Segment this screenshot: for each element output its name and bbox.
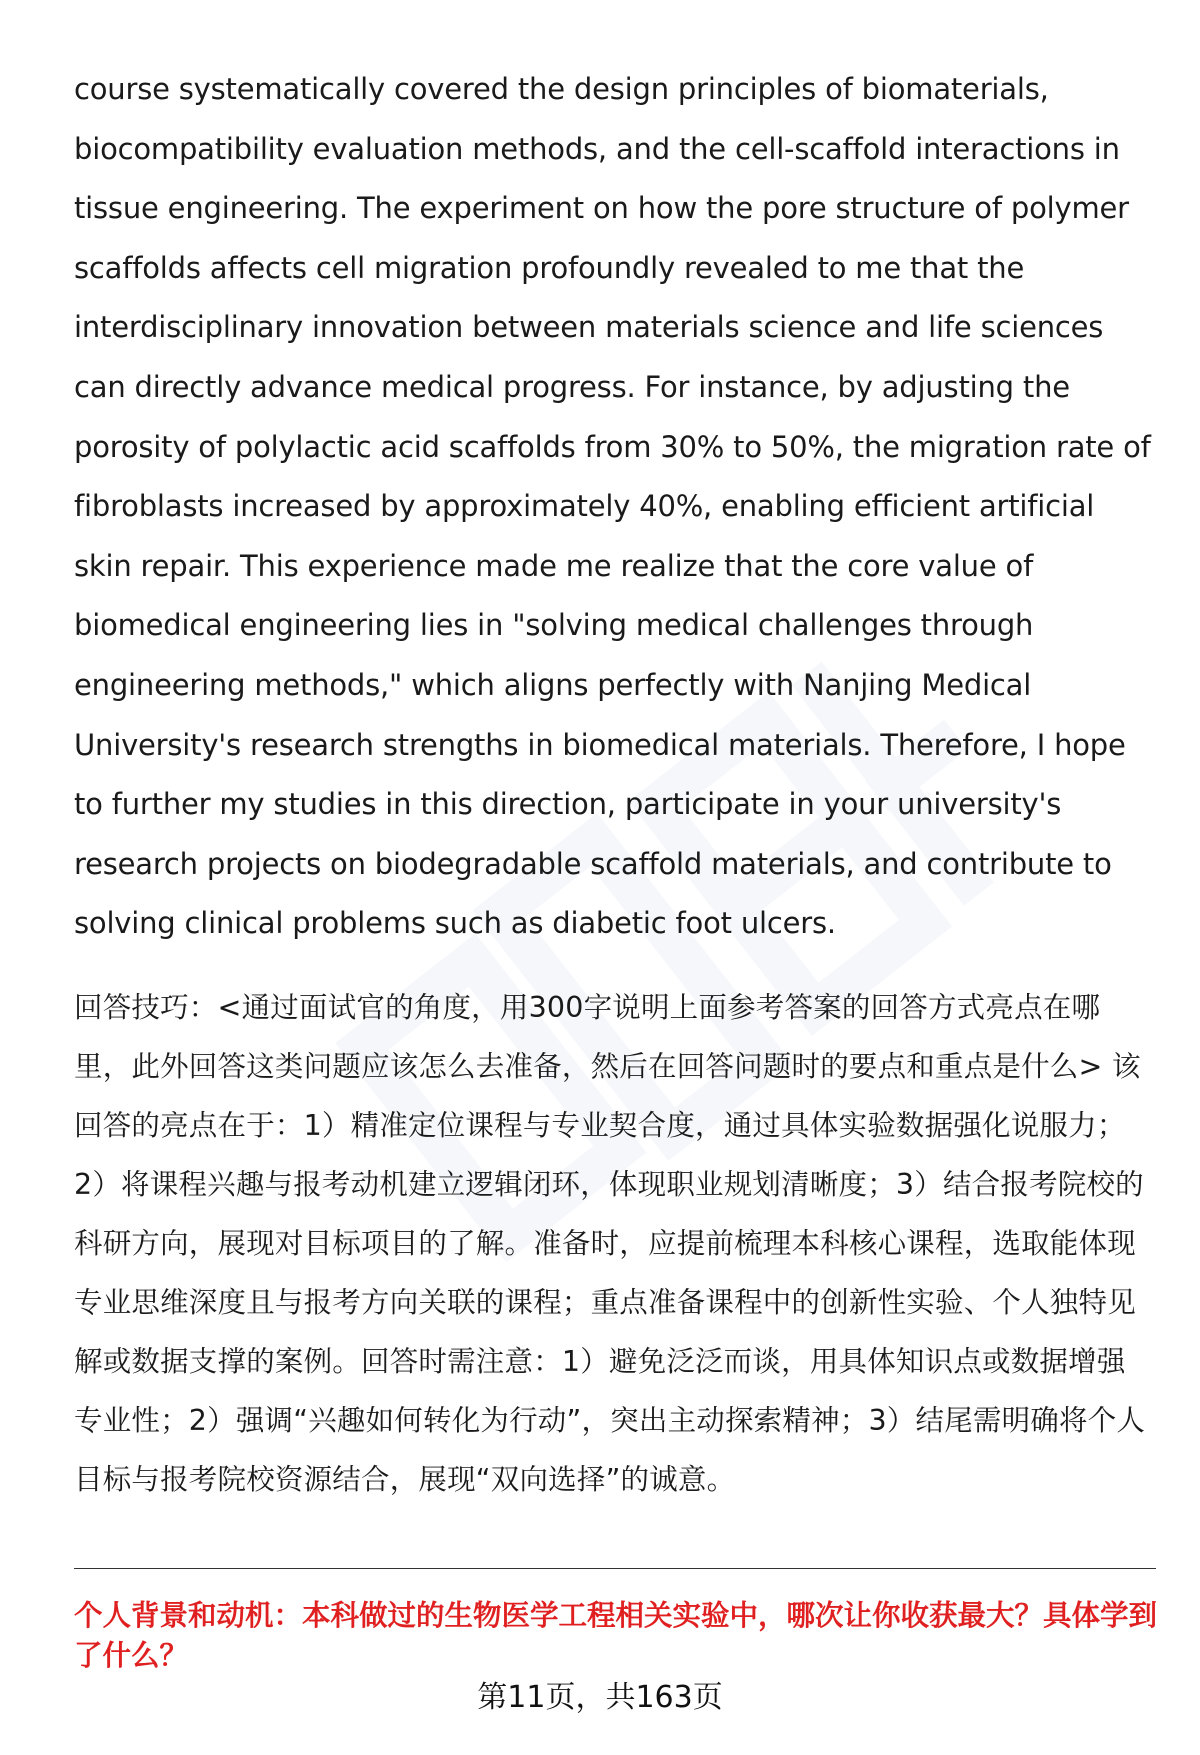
document-body	[74, 60, 1154, 1509]
page-number: 第11页，共163页	[477, 1680, 723, 1715]
answer-tips-paragraph: 回答技巧：<通过面试官的角度，用300字说明上面参考答案的回答方式亮点在哪里，此外回答这类问题应该怎么去准备，然后在回答问题时的要点和重点是什么> 该回答的亮点在于：1）精准定位课程与专业契合度，通过具体实验数据强化说服力；2）将课程兴趣与报考动机建立逻辑闭环，体现职业规划清晰度；3）结合报考院校的科研方向，展现对目标项目的了解。准备时，应提前梳理本科核心课程，选取能体现专业思维深度且与报考方向关联的课程；重点准备课程中的创新性实验、个人独特见解或数据支撑的案例。回答时需注意：1）避免泛泛而谈，用具体知识点或数据增强专业性；2）强调“兴趣如何转化为行动”，突出主动探索精神；3）结尾需明确将个人目标与报考院校资源结合，展现“双向选择”的诚意。	[74, 990, 1146, 1496]
english-answer-paragraph: course systematically covered the design principles of biomaterials, biocompatibility evaluation methods, and the cell-scaffold interactions in tissue engineering. The experiment on how the pore structure of polymer scaffolds affects cell migration profoundly revealed to me that the interdisciplinary innovation between materials science and life sciences can directly advance medical progress. For instance, by adjusting the porosity of polylactic acid scaffolds from 30% to 50%, the migration rate of fibroblasts increased by approximately 40%, enabling efficient artificial skin repair. This experience made me realize that the core value of biomedical engineering lies in "solving medical challenges through engineering methods," which aligns perfectly with Nanjing Medical University's research strengths in biomedical materials. Therefore, I hope to further my studies in this direction, participate in your university's research projects on biodegradable scaffold materials, and contribute to solving clinical problems such as diabetic foot ulcers.	[74, 72, 1151, 941]
section-divider	[74, 1568, 1156, 1569]
next-question-heading: 个人背景和动机：本科做过的生物医学工程相关实验中，哪次让你收获最大？具体学到了什么？	[74, 1599, 1158, 1672]
